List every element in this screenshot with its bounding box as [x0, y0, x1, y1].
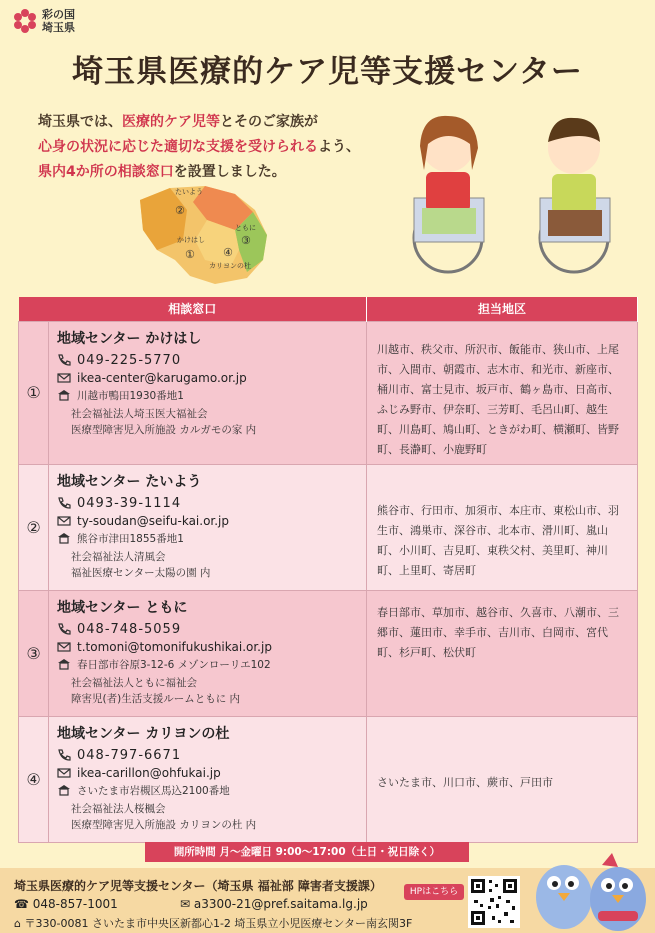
email-value[interactable]: ikea-center@karugamo.or.jp: [77, 370, 247, 385]
building-icon: ⌂: [14, 917, 25, 930]
building-icon: [57, 532, 71, 544]
footer-title: 埼玉県医療的ケア児等支援センター（埼玉県 福祉部 障害者支援課）: [14, 879, 382, 893]
tel-value[interactable]: 048-748-5059: [77, 621, 182, 637]
center-name: 地域センター カリヨンの杜: [57, 725, 230, 742]
table-row: [19, 464, 638, 590]
map-label-kakehashi: かけはし: [177, 236, 205, 244]
footer-tel[interactable]: [14, 897, 118, 911]
row-number: ②: [19, 464, 49, 590]
mail-line: [57, 766, 360, 780]
phone-icon: ☎: [14, 897, 33, 911]
row-number: ①: [19, 321, 49, 464]
address-line: [57, 531, 360, 546]
logo-line1: 彩の国: [42, 8, 75, 21]
building-icon: [57, 658, 71, 670]
area-list: さいたま市、川口市、蕨市、戸田市: [367, 716, 638, 842]
row-number: ③: [19, 590, 49, 716]
page-title: 埼玉県医療的ケア児等支援センター: [72, 54, 583, 90]
mail-line: [57, 514, 360, 528]
prefecture-logo: [12, 8, 75, 34]
org-line1: 社会福祉法人埼玉医大福祉会: [71, 407, 208, 420]
area-list: 春日部市、草加市、越谷市、久喜市、八潮市、三郷市、蓮田市、幸手市、吉川市、白岡市、宮代町、杉戸町、松伏町: [367, 590, 638, 716]
tel-line: [57, 353, 360, 368]
phone-icon: [57, 354, 71, 366]
phone-icon: [57, 497, 71, 509]
org-line1: 社会福祉法人清風会: [71, 550, 166, 563]
qr-code[interactable]: [468, 876, 520, 928]
tel-line: [57, 622, 360, 637]
org-line2: 医療型障害児入所施設 カリヨンの杜 内: [71, 818, 257, 831]
email-value[interactable]: t.tomoni@tomonifukushikai.or.jp: [77, 639, 272, 654]
area-list: 熊谷市、行田市、加須市、本庄市、東松山市、羽生市、鴻巣市、深谷市、北本市、滑川町、嵐山町、小川町、吉見町、東秩父村、美里町、神川町、上里町、寄居町: [367, 464, 638, 590]
email-value[interactable]: ikea-carillon@ohfukai.jp: [77, 765, 221, 780]
mail-icon: [57, 372, 71, 384]
address-value: さいたま市岩槻区馬込2100番地: [77, 784, 230, 797]
logo-line2: 埼玉県: [42, 21, 75, 34]
table-row: [19, 590, 638, 716]
mail-icon: ✉: [180, 897, 194, 911]
map-label-taiyou: たいよう: [175, 188, 203, 196]
row-info: [49, 464, 367, 590]
map-num-2: ②: [175, 204, 185, 217]
opening-hours: 開所時間 月～金曜日 9:00～17:00（土日・祝日除く）: [145, 842, 469, 862]
org-line2: 障害児(者)生活支援ルームともに 内: [71, 692, 241, 705]
address-value: 川越市鴨田1930番地1: [77, 389, 184, 402]
mail-icon: [57, 767, 71, 779]
row-info: [49, 321, 367, 464]
tel-value[interactable]: 049-225-5770: [77, 352, 182, 368]
table-row: [19, 716, 638, 842]
intro-l3a: 県内4か所の相談窓口: [38, 164, 174, 180]
center-name: 地域センター ともに: [57, 599, 188, 616]
footer-tel-value[interactable]: 048-857-1001: [32, 897, 118, 911]
building-icon: [57, 389, 71, 401]
footer-mail-value[interactable]: a3300-21@pref.saitama.lg.jp: [193, 897, 368, 911]
map-num-4: ④: [223, 246, 233, 259]
header-consultation: 相談窓口: [19, 297, 367, 321]
header-area: 担当地区: [367, 297, 638, 321]
address-line: [57, 388, 360, 403]
row-number: ④: [19, 716, 49, 842]
address-line: [57, 783, 360, 798]
map-num-1: ①: [185, 248, 195, 261]
consultation-table: [18, 297, 638, 843]
mail-icon: [57, 515, 71, 527]
mail-line: [57, 640, 360, 654]
map-illustration: [135, 180, 270, 288]
intro-l1b: 医療的ケア児等: [122, 114, 220, 130]
email-value[interactable]: ty-soudan@seifu-kai.or.jp: [77, 513, 230, 528]
mail-line: [57, 371, 360, 385]
map-label-tomoni: ともに: [235, 224, 256, 232]
intro-text: [38, 110, 360, 185]
wheelchair-kids-illustration: [392, 108, 632, 280]
mail-icon: [57, 641, 71, 653]
intro-l2b: よう、: [318, 139, 360, 155]
map-num-3: ③: [241, 234, 251, 247]
tel-value[interactable]: 0493-39-1114: [77, 495, 182, 511]
row-info: [49, 716, 367, 842]
prefecture-logo-icon: [12, 8, 38, 34]
intro-l1a: 埼玉県では、: [38, 114, 122, 130]
center-name: 地域センター かけはし: [57, 330, 202, 347]
table-row: [19, 321, 638, 464]
map-label-carillon: カリヨンの杜: [209, 262, 251, 270]
intro-l1c: とそのご家族が: [220, 114, 318, 130]
row-info: [49, 590, 367, 716]
address-value: 熊谷市津田1855番地1: [77, 532, 184, 545]
address-line: [57, 657, 360, 672]
org-line1: 社会福祉法人ともに福祉会: [71, 676, 197, 689]
org-line2: 福祉医療センター太陽の園 内: [71, 566, 211, 579]
phone-icon: [57, 749, 71, 761]
center-name: 地域センター たいよう: [57, 473, 202, 490]
hp-link-label[interactable]: HPはこちら: [404, 884, 464, 900]
intro-l3b: を設置しました。: [173, 164, 286, 180]
tel-line: [57, 748, 360, 763]
address-value: 春日部市谷原3-12-6 メゾンローリエ102: [77, 658, 271, 671]
org-line2: 医療型障害児入所施設 カルガモの家 内: [71, 423, 257, 436]
tel-line: [57, 496, 360, 511]
mascot-illustration: [532, 845, 650, 933]
footer-mail[interactable]: [180, 897, 368, 911]
org-line1: 社会福祉法人桜楓会: [71, 802, 166, 815]
building-icon: [57, 784, 71, 796]
footer-address: [14, 915, 412, 931]
tel-value[interactable]: 048-797-6671: [77, 747, 182, 763]
intro-l2a: 心身の状況に応じた適切な支援を受けられる: [38, 139, 318, 155]
area-list: 川越市、秩父市、所沢市、飯能市、狭山市、上尾市、入間市、朝霞市、志木市、和光市、新座市、桶川市、富士見市、坂戸市、鶴ヶ島市、日高市、ふじみ野市、伊奈町、三芳町、毛呂山町、越生町、川島町、鳩山町、ときがわ町、横瀬町、皆野町、長瀞町、小鹿野町: [367, 321, 638, 464]
phone-icon: [57, 623, 71, 635]
footer-address-value: 〒330-0081 さいたま市中央区新都心1-2 埼玉県立小児医療センター南玄関3F: [24, 917, 413, 930]
